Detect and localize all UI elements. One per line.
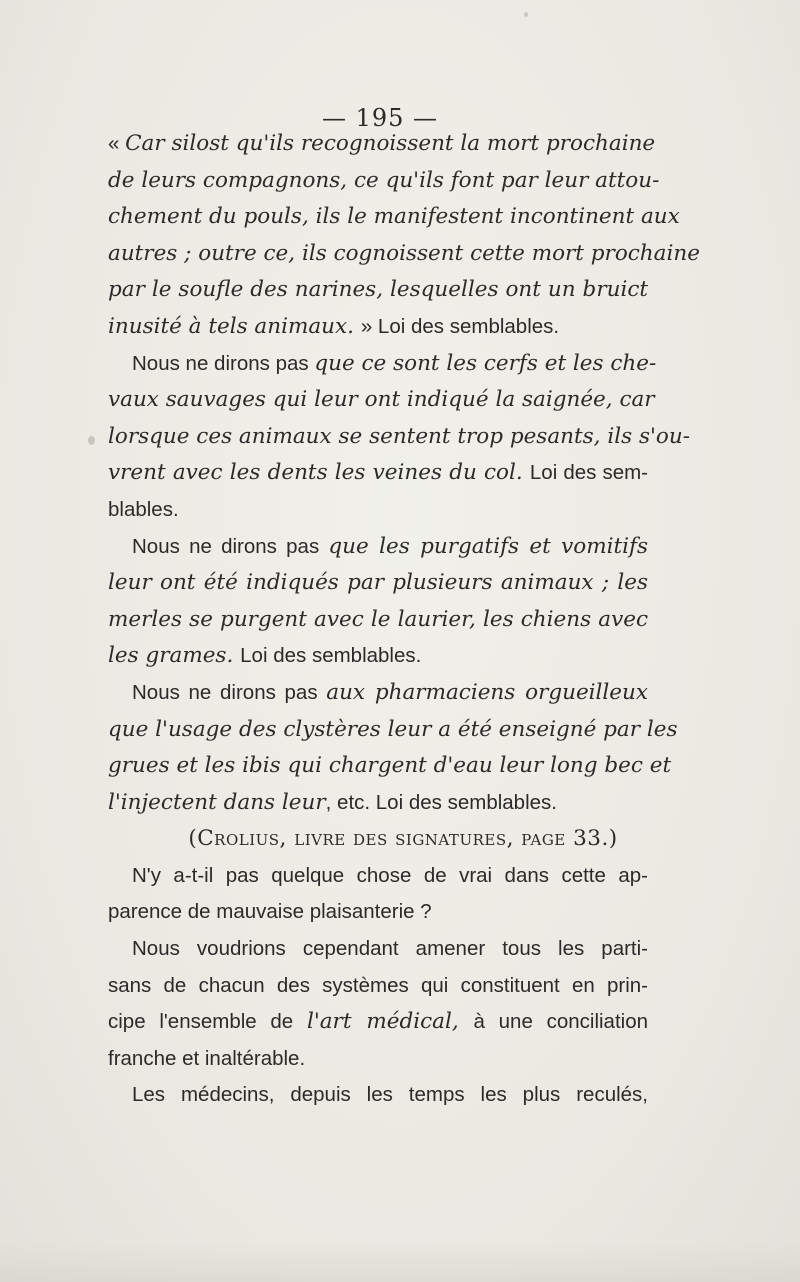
text-line xyxy=(108,894,648,931)
italic-text: que les purgatifs et vomitifs xyxy=(328,533,648,559)
text-line xyxy=(108,236,700,273)
text-line xyxy=(108,821,648,858)
citation-text: (Crolius, livre des signatures, page 33.) xyxy=(188,826,618,852)
roman-text: , etc. Loi des semblables. xyxy=(325,790,557,814)
text-line xyxy=(108,748,672,785)
italic-text: lorsque ces animaux se sentent trop pesants, ils s'ou- xyxy=(108,423,690,449)
roman-text: parence de mauvaise plaisanterie ? xyxy=(108,900,432,924)
text-line xyxy=(108,455,648,492)
roman-text: cipe l'ensemble de xyxy=(108,1010,307,1034)
page-number: — 195 — xyxy=(321,104,439,132)
text-line xyxy=(108,785,648,822)
italic-text: les grames. xyxy=(108,643,241,669)
text-line xyxy=(108,602,648,639)
text-line xyxy=(108,419,690,456)
italic-text: merles se purgent avec le laurier, les chiens avec xyxy=(108,606,648,632)
text-line xyxy=(108,309,648,346)
text-line xyxy=(108,199,680,236)
text-line xyxy=(108,931,648,968)
italic-text: leur ont été indiqués par plusieurs animaux ; les xyxy=(108,570,648,596)
text-line xyxy=(108,565,648,602)
italic-text: que l'usage des clystères leur a été enseigné par les xyxy=(108,716,678,742)
roman-text: à une conciliation xyxy=(473,1010,649,1034)
roman-text: franche et inaltérable. xyxy=(108,1046,306,1070)
paper-speck xyxy=(524,12,528,17)
text-line xyxy=(108,1004,648,1041)
roman-text: N'y a-t-il pas quelque chose de vrai dans cette ap- xyxy=(132,863,648,887)
text-line xyxy=(108,712,678,749)
roman-text: « xyxy=(108,132,126,155)
page-text xyxy=(108,126,700,1114)
page-edge xyxy=(0,1242,800,1282)
text-line xyxy=(108,675,648,712)
text-line xyxy=(108,529,648,566)
text-line xyxy=(108,858,648,895)
text-line xyxy=(108,163,660,200)
text-line xyxy=(108,382,655,419)
roman-text: Les médecins, depuis les temps les plus reculés, xyxy=(132,1083,648,1107)
italic-text: vaux sauvages qui leur ont indiqué la saignée, car xyxy=(108,387,655,413)
roman-text: Nous ne dirons pas xyxy=(132,351,315,375)
roman-text: Loi des sem- xyxy=(529,461,648,485)
italic-text: l'art médical, xyxy=(306,1009,474,1035)
text-line xyxy=(108,492,648,529)
roman-text: Nous ne dirons pas xyxy=(132,680,327,704)
text-line xyxy=(108,968,648,1005)
italic-text: vrent avec les dents les veines du col. xyxy=(108,460,530,486)
text-line xyxy=(108,346,657,383)
roman-text: sans de chacun des systèmes qui constituent en prin- xyxy=(108,973,648,997)
italic-text: par le soufle des narines, lesquelles ont un bruict xyxy=(108,277,648,303)
paper-speck xyxy=(88,436,95,445)
italic-text: inusité à tels animaux. xyxy=(108,313,361,339)
roman-text: blables. xyxy=(108,497,179,521)
italic-text: que ce sont les cerfs et les che- xyxy=(314,350,657,376)
text-line xyxy=(108,272,648,309)
italic-text: Car silost qu'ils recognoissent la mort prochaine xyxy=(125,131,656,156)
italic-text: chement du pouls, ils le manifestent incontinent aux xyxy=(108,204,680,230)
italic-text: grues et les ibis qui chargent d'eau leur long bec et xyxy=(108,753,672,779)
italic-text: de leurs compagnons, ce qu'ils font par leur attou- xyxy=(108,167,660,193)
italic-text: l'injectent dans leur xyxy=(108,789,326,815)
text-line xyxy=(108,1041,648,1078)
roman-text: Loi des semblables. xyxy=(240,644,422,668)
roman-text: » Loi des semblables. xyxy=(360,314,560,338)
text-line xyxy=(108,638,648,675)
text-line xyxy=(108,126,656,163)
italic-text: aux pharmaciens orgueilleux xyxy=(326,679,648,705)
roman-text: Nous ne dirons pas xyxy=(132,534,329,558)
roman-text: Nous voudrions cependant amener tous les parti- xyxy=(132,937,648,961)
text-line xyxy=(108,1077,648,1114)
italic-text: autres ; outre ce, ils cognoissent cette mort prochaine xyxy=(108,240,700,266)
